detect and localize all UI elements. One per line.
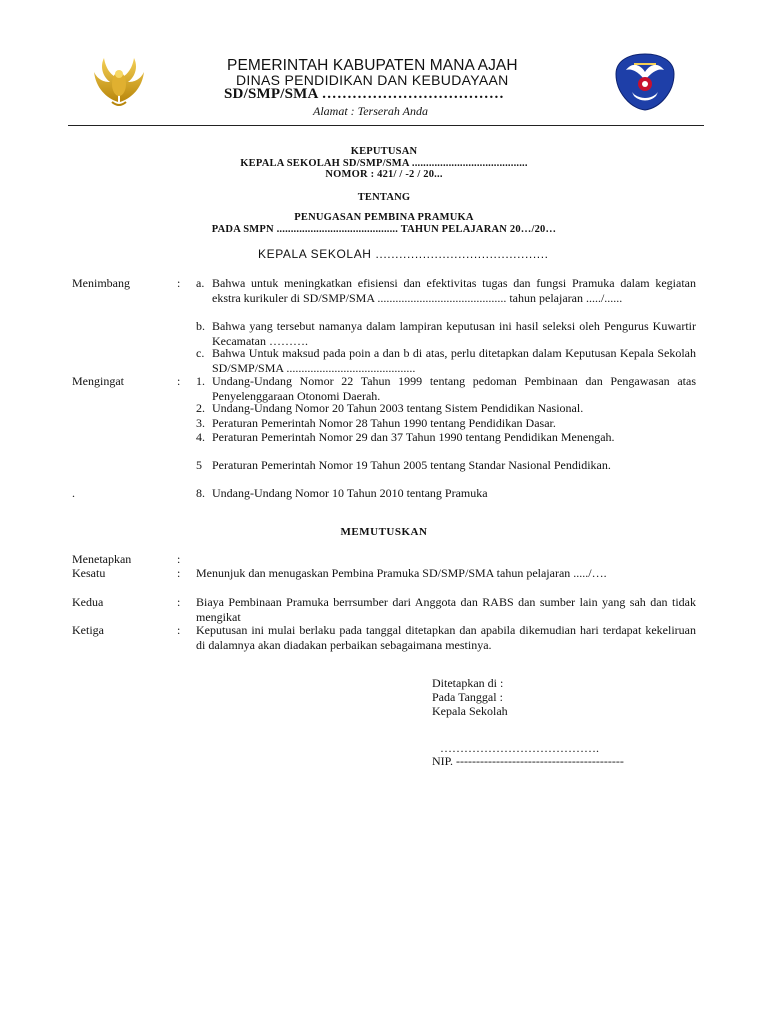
mengingat-item-3: Peraturan Pemerintah Nomor 28 Tahun 1990 tentang Pendidikan Dasar. xyxy=(212,416,556,430)
kesatu-colon: : xyxy=(177,566,181,580)
kedua-text: Biaya Pembinaan Pramuka berrsumber dari Anggota dan RABS dan sumber lain yang sah dan tidak mengikat xyxy=(196,595,696,624)
kesatu-label: Kesatu xyxy=(72,566,106,580)
signature-name: …………………………………. xyxy=(440,741,599,755)
letterhead-school: SD/SMP/SMA ……………………………… xyxy=(224,86,505,102)
mengingat-label: Mengingat xyxy=(72,374,124,388)
mengingat-colon: : xyxy=(177,374,181,388)
principal-heading: KEPALA SEKOLAH ............................................ xyxy=(258,247,549,261)
letterhead-address: Alamat : Terserah Anda xyxy=(313,104,429,118)
mengingat-item-8: Undang-Undang Nomor 10 Tahun 2010 tentang Pramuka xyxy=(212,486,488,500)
signature-title: Kepala Sekolah xyxy=(432,704,508,718)
tut-wuri-handayani-emblem-icon xyxy=(612,52,678,112)
kedua-colon: : xyxy=(177,595,181,609)
menimbang-item-a: Bahwa untuk meningkatkan efisiensi dan efektivitas tugas dan fungsi Pramuka dalam kegiatan ekstra kurikuler di SD/SMP/SMA ........................................... tahun pelajaran ...../...... xyxy=(212,276,696,305)
mengingat-mark-3: 3. xyxy=(196,416,205,430)
menetapkan-label: Menetapkan xyxy=(72,552,132,566)
golden-wings-emblem-icon xyxy=(88,52,150,108)
mengingat-item-2: Undang-Undang Nomor 20 Tahun 2003 tentang Sistem Pendidikan Nasional. xyxy=(212,401,584,415)
decree-tentang: TENTANG xyxy=(357,192,411,203)
decree-issuer: KEPALA SEKOLAH SD/SMP/SMA ......................................... xyxy=(240,158,528,169)
decree-subject: PENUGASAN PEMBINA PRAMUKA xyxy=(294,212,474,223)
signature-place: Ditetapkan di : xyxy=(432,676,504,690)
menimbang-mark-b: b. xyxy=(196,319,205,333)
ketiga-text: Keputusan ini mulai berlaku pada tanggal ditetapkan dan apabila dikemudian hari terdapat kekeliruan di dalamnya akan diadakan perbaikan sebagaimana mestinya. xyxy=(196,623,696,652)
menetapkan-colon: : xyxy=(177,552,181,566)
menimbang-item-b: Bahwa yang tersebut namanya dalam lampiran keputusan ini hasil seleksi oleh Pengurus Kuwartir Kecamatan ………. xyxy=(212,319,696,348)
letterhead-divider xyxy=(68,125,704,126)
mengingat-item-5: Peraturan Pemerintah Nomor 19 Tahun 2005 tentang Standar Nasional Pendidikan. xyxy=(212,458,611,472)
decree-title: KEPUTUSAN xyxy=(350,146,418,157)
decree-number: NOMOR : 421/ / -2 / 20... xyxy=(325,169,443,180)
memutuskan-heading: MEMUTUSKAN xyxy=(340,526,428,538)
signature-date: Pada Tanggal : xyxy=(432,690,503,704)
menimbang-label: Menimbang xyxy=(72,276,130,290)
decree-subject-detail: PADA SMPN ........................................... TAHUN PELAJARAN 20…/20… xyxy=(211,224,557,235)
kedua-label: Kedua xyxy=(72,595,104,609)
letterhead-government: PEMERINTAH KABUPATEN MANA AJAH xyxy=(227,57,518,74)
mengingat-mark-5: 5 xyxy=(196,458,202,472)
mengingat-mark-8: 8. xyxy=(196,486,205,500)
ketiga-colon: : xyxy=(177,623,181,637)
stray-dot: . xyxy=(72,486,75,500)
mengingat-item-1: Undang-Undang Nomor 22 Tahun 1999 tentang pedoman Pembinaan dan Pengawasan atas Penyelenggaraan Otonomi Daerah. xyxy=(212,374,696,403)
kesatu-text: Menunjuk dan menugaskan Pembina Pramuka SD/SMP/SMA tahun pelajaran ...../…. xyxy=(196,566,607,580)
mengingat-mark-4: 4. xyxy=(196,430,205,444)
ketiga-label: Ketiga xyxy=(72,623,104,637)
letterhead-agency: DINAS PENDIDIKAN DAN KEBUDAYAAN xyxy=(236,72,509,88)
signature-nip: NIP. ------------------------------------------ xyxy=(432,754,624,768)
menimbang-item-c: Bahwa Untuk maksud pada poin a dan b di atas, perlu ditetapkan dalam Keputusan Kepala Sekolah SD/SMP/SMA ........................................... xyxy=(212,346,696,375)
menimbang-mark-c: c. xyxy=(196,346,205,360)
mengingat-mark-2: 2. xyxy=(196,401,205,415)
mengingat-item-4: Peraturan Pemerintah Nomor 29 dan 37 Tahun 1990 tentang Pendidikan Menengah. xyxy=(212,430,615,444)
menimbang-colon: : xyxy=(177,276,181,290)
menimbang-mark-a: a. xyxy=(196,276,205,290)
mengingat-mark-1: 1. xyxy=(196,374,205,388)
